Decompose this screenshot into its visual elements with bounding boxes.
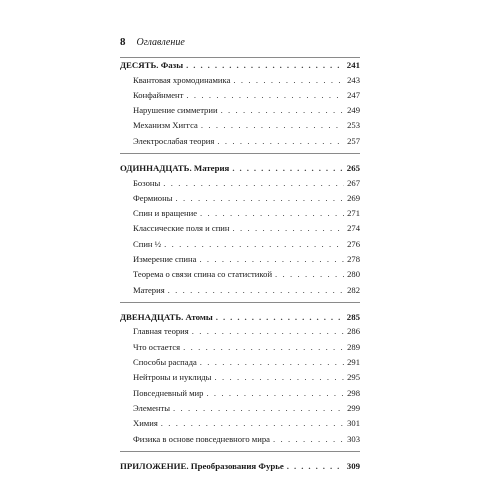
section-entry-page: 249 [347,105,360,116]
dot-leader [164,239,344,249]
dot-leader [186,90,344,100]
dot-leader [201,120,344,130]
section-entry-page: 278 [347,254,360,264]
section-entry [120,388,360,398]
dot-leader [214,372,344,382]
section-entry-title: Что остается [133,341,181,352]
section-divider [120,302,360,303]
chapter-entry-page: 285 [346,311,360,322]
chapter-entry [120,312,360,322]
section-entry-page: 301 [347,418,360,429]
chapter-entry-title: ПРИЛОЖЕНИЕ. Преобразования Фурье [120,460,284,471]
dot-leader [287,461,344,471]
section-entry-page: 253 [347,120,360,131]
section-entry-title: Классические поля и спин [133,223,230,234]
section-entry-page: 289 [347,341,360,352]
section-entry-title: Химия [133,418,158,429]
section-entry-page: 271 [347,208,360,219]
chapter-entry [120,163,360,173]
section-entry-title: Электрослабая теория [133,135,215,146]
section-entry-page: 299 [347,402,360,413]
dot-leader [192,326,344,336]
dot-leader [233,223,345,233]
chapter-entry [120,60,360,70]
section-entry [120,90,360,100]
section-entry [120,223,360,233]
section-entry-title: Способы распада [133,357,197,367]
chapter-entry-page: 241 [346,60,360,70]
section-entry-title: Измерение спина [133,254,197,264]
dot-leader [161,418,344,428]
section-entry [120,136,360,146]
section-entry-page: 303 [347,433,360,444]
dot-leader [183,342,344,352]
section-entry-page: 257 [347,135,360,146]
section-entry-title: Нейтроны и нуклиды [133,372,212,383]
chapter-entry-page: 265 [346,163,360,173]
section-entry-title: Элементы [133,402,171,413]
section-entry [120,285,360,295]
dot-leader [217,136,344,146]
section-entry-title: Бозоны [133,177,161,188]
dot-leader [163,178,344,188]
section-entry [120,372,360,382]
chapter-entry-title: ДВЕНАДЦАТЬ. Атомы [120,311,213,322]
section-entry [120,178,360,188]
dot-leader [173,403,344,413]
dot-leader [273,434,344,444]
chapter-entry-page: 309 [346,460,360,471]
section-entry [120,418,360,428]
dot-leader [206,388,344,398]
dot-leader [275,269,344,279]
dot-leader [199,254,344,264]
section-entry-title: Теорема о связи спина со статистикой [133,269,273,280]
section-entry-page: 280 [347,269,360,280]
section-entry-page: 282 [347,284,360,295]
section-entry [120,254,360,264]
chapter-entry-title: ДЕСЯТЬ. Фазы [120,60,184,70]
section-entry-title: Спин ½ [133,238,162,249]
page-number: 8 [120,36,126,48]
dot-leader [200,208,344,218]
section-entry-page: 291 [347,357,360,367]
chapter-entry [120,461,360,471]
section-divider [120,153,360,154]
section-entry-title: Физика в основе повседневного мира [133,433,270,444]
section-entry-page: 267 [347,177,360,188]
section-entry [120,193,360,203]
section-entry-title: Повседневный мир [133,387,204,398]
section-entry-page: 247 [347,89,360,100]
section-entry [120,105,360,115]
section-entry-page: 298 [347,387,360,398]
section-divider [120,57,360,58]
dot-leader [175,193,344,203]
section-entry-title: Материя [133,284,165,295]
section-divider [120,451,360,452]
running-title: Оглавление [136,37,185,48]
section-entry [120,239,360,249]
section-entry-title: Спин и вращение [133,208,198,219]
dot-leader [186,60,344,70]
section-entry [120,434,360,444]
section-entry-page: 243 [347,74,360,85]
section-entry-title: Механизм Хиггса [133,120,198,131]
section-entry-page: 286 [347,326,360,337]
chapter-entry-title: ОДИННАДЦАТЬ. Материя [120,163,230,173]
section-entry-page: 274 [347,223,360,234]
section-entry-title: Фермионы [133,192,173,203]
section-entry [120,269,360,279]
dot-leader [232,163,343,173]
section-entry [120,326,360,336]
section-entry [120,208,360,218]
section-entry [120,403,360,413]
section-entry-title: Нарушение симметрии [133,105,218,116]
dot-leader [221,105,345,115]
section-entry-title: Квантовая хромодинамика [133,74,231,85]
section-entry-page: 295 [347,372,360,383]
section-entry [120,75,360,85]
section-entry [120,342,360,352]
section-entry [120,120,360,130]
dot-leader [200,357,344,367]
page-header [120,36,185,48]
section-entry-page: 269 [347,192,360,203]
section-entry-title: Главная теория [133,326,189,337]
section-entry [120,357,360,367]
dot-leader [216,312,344,322]
section-entry-title: Конфайнмент [133,89,184,100]
dot-leader [233,75,344,85]
dot-leader [168,285,344,295]
section-entry-page: 276 [347,238,360,249]
